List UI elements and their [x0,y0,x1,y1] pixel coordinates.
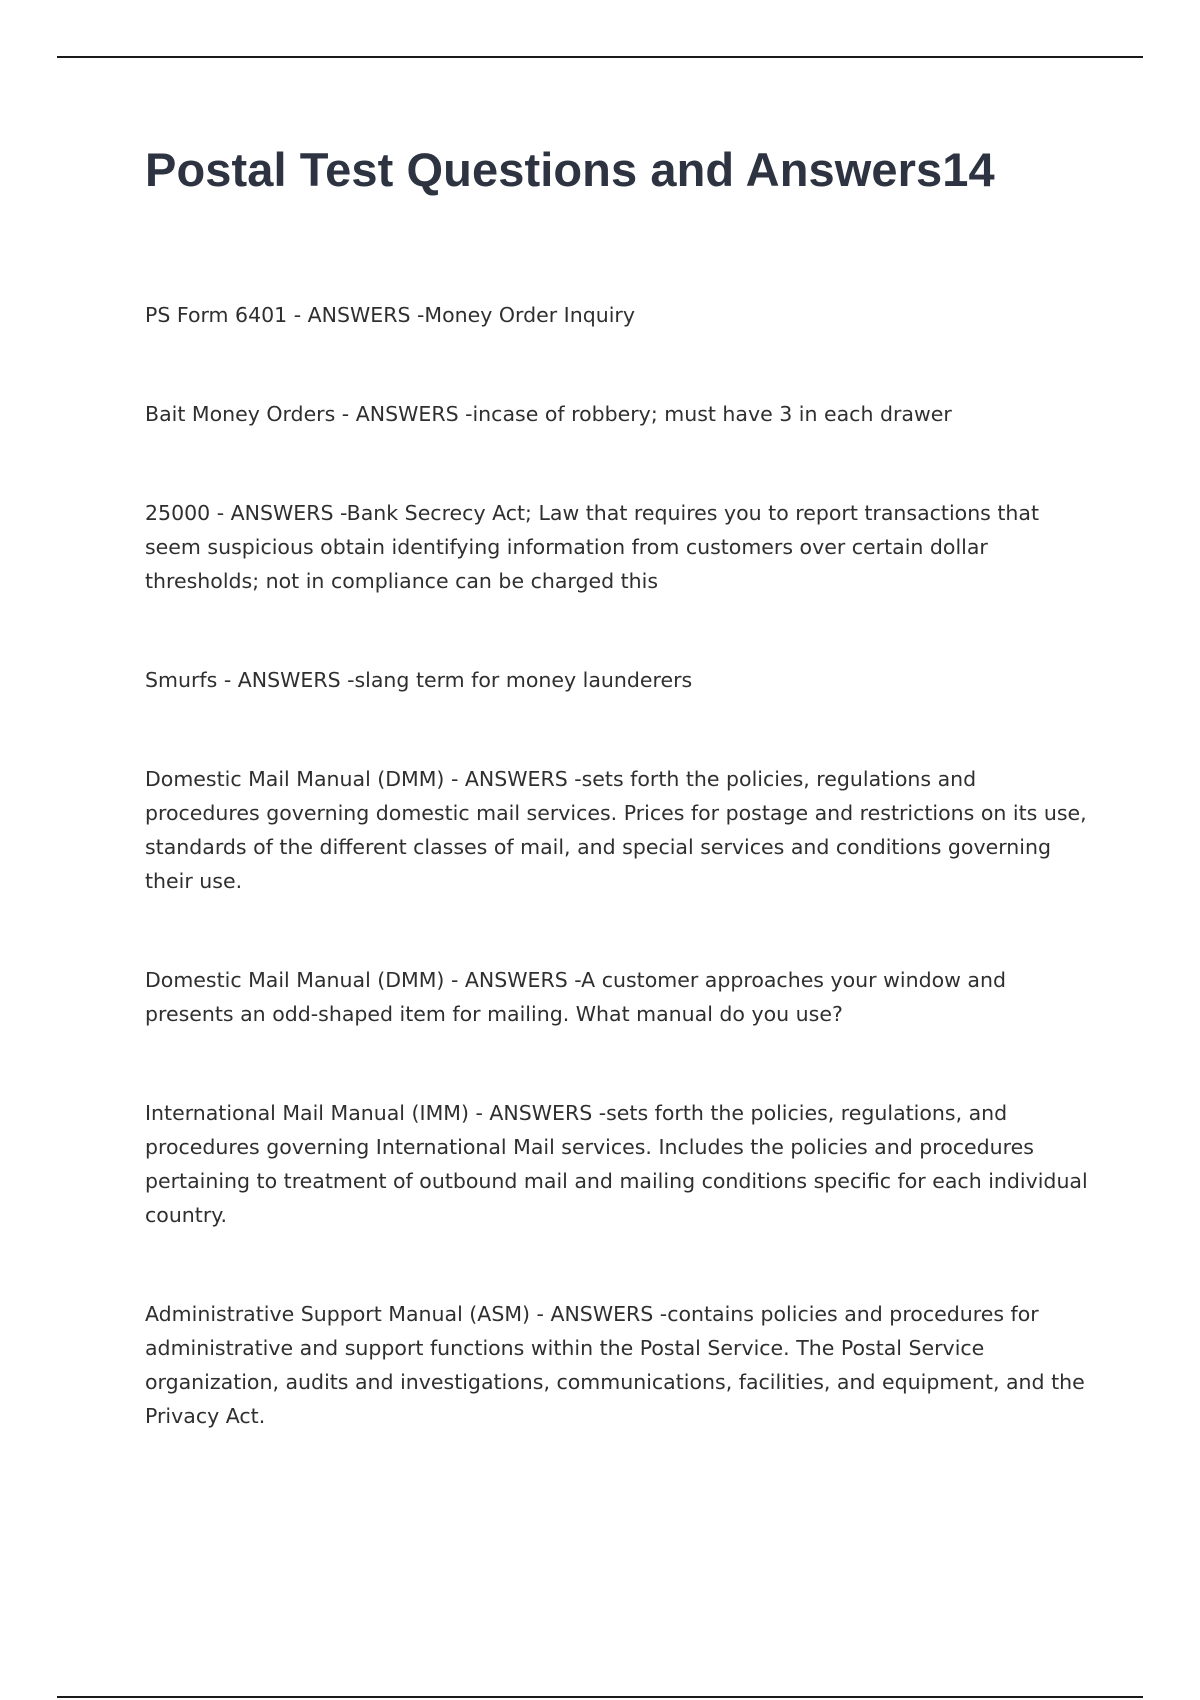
qa-entry [145,1297,1095,1433]
qa-entry [145,298,1095,332]
qa-entry [145,496,1095,598]
qa-entry-text: PS Form 6401 - ANSWERS -Money Order Inquiry [145,303,635,327]
qa-entry-text: 25000 - ANSWERS -Bank Secrecy Act; Law that requires you to report transactions that seem suspicious obtain identifying information from customers over certain dollar thresholds; not in compliance can be charged this [145,501,1040,593]
qa-entry [145,663,1095,697]
page-title: Postal Test Questions and Answers14 [145,143,995,196]
qa-entry-text: Administrative Support Manual (ASM) - ANSWERS -contains policies and procedures for administrative and support functions within the Postal Service. The Postal Service organization, audits and investigations, communications, facilities, and equipment, and the Privacy Act. [145,1302,1085,1428]
bottom-divider [57,1696,1143,1698]
qa-entry [145,397,1095,431]
qa-entry-text: Bait Money Orders - ANSWERS -incase of robbery; must have 3 in each drawer [145,402,952,426]
qa-entry-text: Domestic Mail Manual (DMM) - ANSWERS -A customer approaches your window and presents an odd-shaped item for mailing. What manual do you use? [145,968,1006,1026]
qa-entry [145,1096,1095,1232]
qa-entry-text: Domestic Mail Manual (DMM) - ANSWERS -sets forth the policies, regulations and procedures governing domestic mail services. Prices for postage and restrictions on its use, standards of the different classes of mail, and special services and conditions governing their use. [145,767,1087,893]
qa-list [145,298,1095,1498]
qa-entry-text: International Mail Manual (IMM) - ANSWERS -sets forth the policies, regulations, and procedures governing International Mail services. Includes the policies and procedures pertaining to treatment of outbound mail and mailing conditions specific for each individual country. [145,1101,1088,1227]
qa-entry [145,762,1095,898]
top-divider [57,56,1143,58]
qa-entry-text: Smurfs - ANSWERS -slang term for money launderers [145,668,693,692]
qa-entry [145,963,1095,1031]
